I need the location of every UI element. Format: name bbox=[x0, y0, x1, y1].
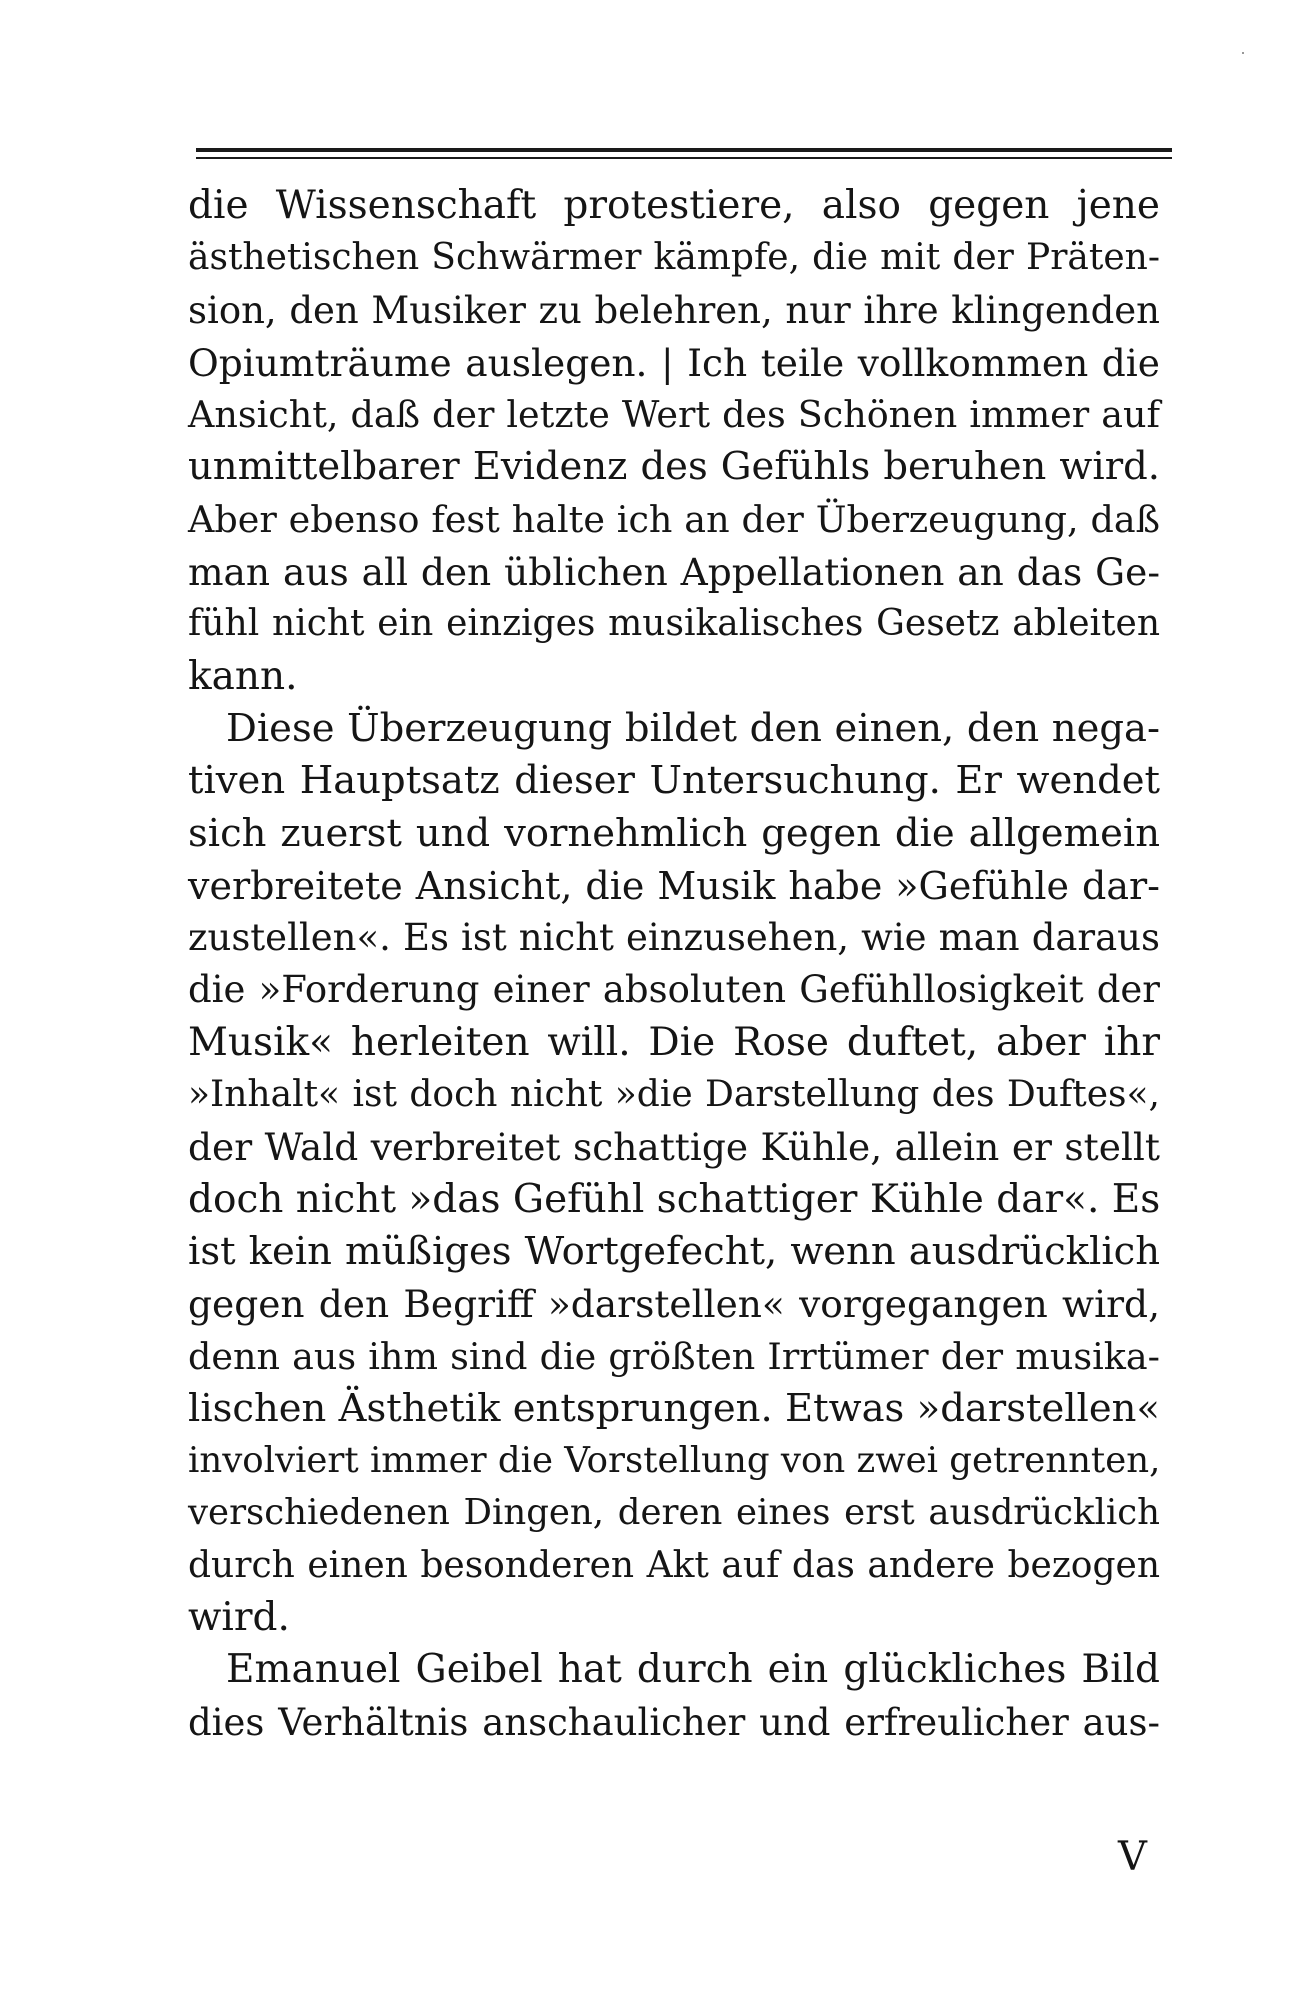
text-line: man aus all den üblichen Appellationen an das Ge- bbox=[188, 550, 1160, 595]
text-line: Diese Überzeugung bildet den einen, den nega- bbox=[226, 705, 1160, 751]
text-line: verbreitete Ansicht, die Musik habe »Gefühle dar- bbox=[188, 863, 1160, 908]
text-line: wird. bbox=[188, 1595, 290, 1641]
text-line: denn aus ihm sind die größten Irrtümer der musika- bbox=[188, 1334, 1160, 1378]
header-rule-thick bbox=[196, 148, 1172, 152]
text-line: tiven Hauptsatz dieser Untersuchung. Er wendet bbox=[188, 758, 1160, 804]
body-text bbox=[188, 180, 1160, 1749]
text-line: lischen Ästhetik entsprungen. Etwas »darstellen« bbox=[188, 1385, 1160, 1431]
text-line: ist kein müßiges Wortgefecht, wenn ausdrücklich bbox=[188, 1228, 1160, 1274]
text-line: fühl nicht ein einziges musikalisches Gesetz ableiten bbox=[188, 603, 1160, 645]
text-line: Ansicht, daß der letzte Wert des Schönen immer auf bbox=[188, 393, 1160, 437]
text-line: sich zuerst und vornehmlich gegen die allgemein bbox=[188, 810, 1160, 856]
text-line: sion, den Musiker zu belehren, nur ihre klingenden bbox=[188, 288, 1160, 332]
text-line: unmittelbarer Evidenz des Gefühls beruhen wird. bbox=[188, 444, 1160, 490]
text-line: Musik« herleiten will. Die Rose duftet, aber ihr bbox=[188, 1019, 1160, 1065]
text-line: die »Forderung einer absoluten Gefühllosigkeit der bbox=[188, 968, 1160, 1012]
text-line: involviert immer die Vorstellung von zwei getrennten, bbox=[188, 1440, 1161, 1482]
text-line: die Wissenschaft protestiere, also gegen jene bbox=[188, 183, 1160, 228]
text-line: Aber ebenso fest halte ich an der Überzeugung, daß bbox=[188, 497, 1160, 541]
text-line: ästhetischen Schwärmer kämpfe, die mit der Präten- bbox=[188, 237, 1160, 279]
text-line: der Wald verbreitet schattige Kühle, allein er stellt bbox=[188, 1125, 1160, 1170]
text-line: dies Verhältnis anschaulicher und erfreulicher aus- bbox=[188, 1700, 1160, 1744]
text-line: doch nicht »das Gefühl schattiger Kühle dar«. Es bbox=[188, 1176, 1161, 1222]
text-line: Opiumträume auslegen. | Ich teile vollkommen die bbox=[188, 340, 1160, 385]
text-line: Emanuel Geibel hat durch ein glückliches Bild bbox=[226, 1647, 1160, 1693]
text-line: gegen den Begriff »darstellen« vorgegangen wird, bbox=[188, 1282, 1160, 1327]
header-rule-thin bbox=[196, 157, 1172, 159]
paper-speck bbox=[1242, 52, 1244, 54]
text-line: durch einen besonderen Akt auf das andere bezogen bbox=[188, 1544, 1160, 1586]
text-line: kann. bbox=[188, 653, 298, 699]
text-line: »Inhalt« ist doch nicht »die Darstellung des Duftes«, bbox=[188, 1074, 1160, 1116]
text-line: verschiedenen Dingen, deren eines erst ausdrücklich bbox=[188, 1492, 1160, 1534]
text-line: zustellen«. Es ist nicht einzusehen, wie man daraus bbox=[188, 916, 1160, 960]
signature-mark: V bbox=[1118, 1834, 1147, 1880]
